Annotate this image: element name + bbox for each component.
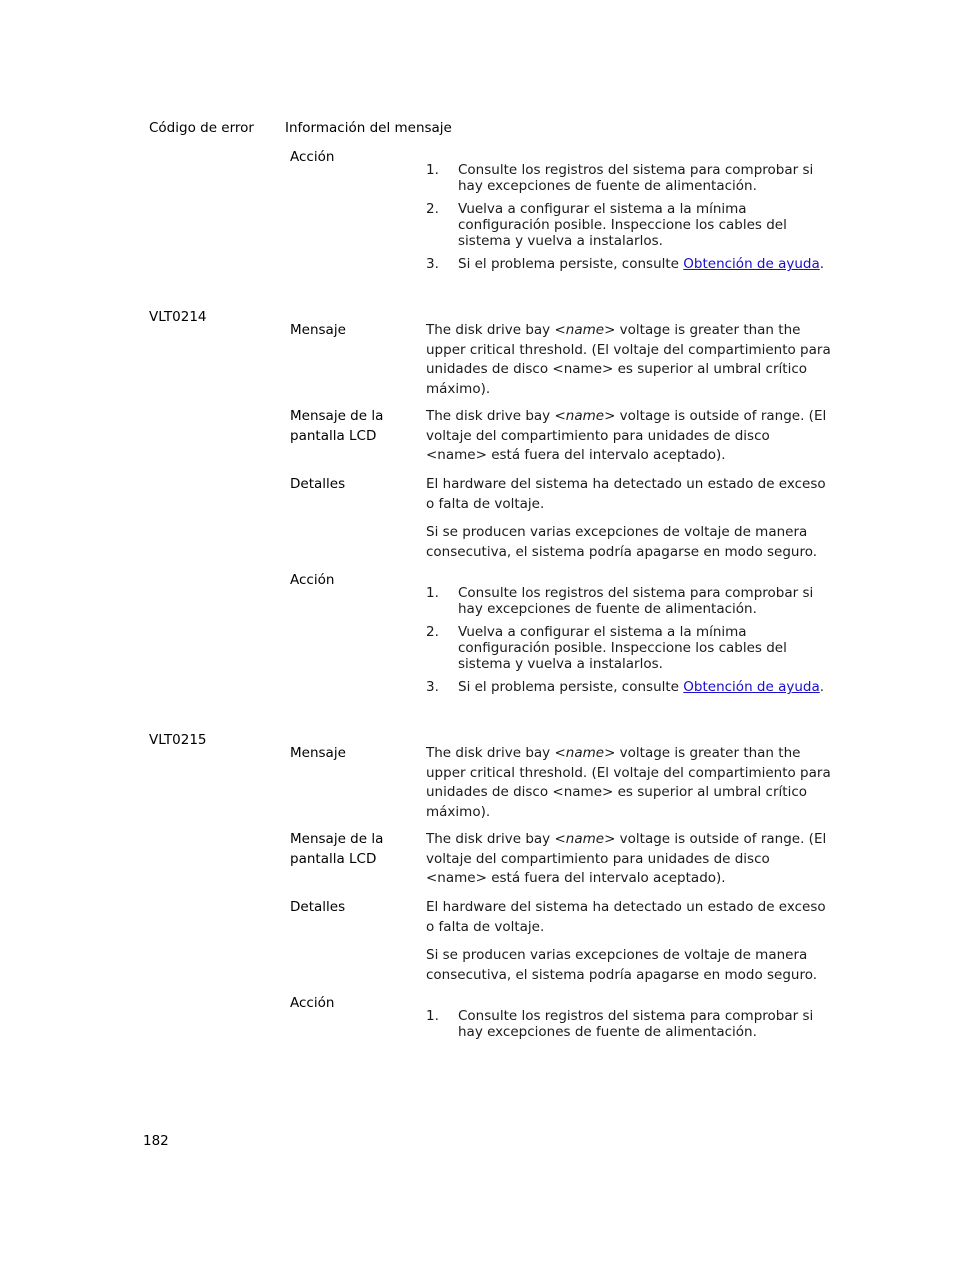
list-item: 1. Consulte los registros del sistema para comprobar si hay excepciones de fuente de alimentación. <box>426 585 814 617</box>
message-text: The disk drive bay <name> voltage is greater than the upper critical threshold. (El voltaje del compartimiento para unidades de disco <name> es superior al umbral crítico máximo). <box>426 745 831 820</box>
details-text-2: Si se producen varias excepciones de voltaje de manera consecutiva, el sistema podría apagarse en modo seguro. <box>426 524 818 560</box>
page-number: 182 <box>143 1133 169 1149</box>
message-label: Mensaje <box>290 745 346 761</box>
details-label: Detalles <box>290 899 346 915</box>
lcd-message-text: The disk drive bay <name> voltage is outside of range. (El voltaje del compartimiento para unidades de disco <name> está fuera del intervalo aceptado). <box>426 831 827 886</box>
details-text-2: Si se producen varias excepciones de voltaje de manera consecutiva, el sistema podría apagarse en modo seguro. <box>426 947 818 983</box>
list-item: 2. Vuelva a configurar el sistema a la mínima configuración posible. Inspeccione los cables del sistema y vuelva a instalarlos. <box>426 201 787 249</box>
message-text: The disk drive bay <name> voltage is greater than the upper critical threshold. (El voltaje del compartimiento para unidades de disco <name> es superior al umbral crítico máximo). <box>426 322 831 397</box>
action-label: Acción <box>290 572 335 588</box>
help-link[interactable]: Obtención de ayuda <box>683 679 820 695</box>
list-item: 3. Si el problema persiste, consulte Obtención de ayuda. <box>426 679 825 695</box>
action-list <box>426 1008 832 1047</box>
list-item: 1. Consulte los registros del sistema para comprobar si hay excepciones de fuente de alimentación. <box>426 162 814 194</box>
error-code: VLT0215 <box>149 732 207 748</box>
list-item: 2. Vuelva a configurar el sistema a la mínima configuración posible. Inspeccione los cables del sistema y vuelva a instalarlos. <box>426 624 787 672</box>
error-code: VLT0214 <box>149 309 207 325</box>
action-list <box>426 162 832 279</box>
action-list <box>426 585 832 702</box>
lcd-message-text: The disk drive bay <name> voltage is outside of range. (El voltaje del compartimiento para unidades de disco <name> está fuera del intervalo aceptado). <box>426 408 827 463</box>
column-header-message-info: Información del mensaje <box>285 120 452 136</box>
column-header-error-code: Código de error <box>149 120 254 136</box>
lcd-message-label: Mensaje de la pantalla LCD <box>290 408 384 444</box>
message-label: Mensaje <box>290 322 346 338</box>
help-link[interactable]: Obtención de ayuda <box>683 256 820 272</box>
lcd-message-label: Mensaje de la pantalla LCD <box>290 831 384 867</box>
details-text: El hardware del sistema ha detectado un estado de exceso o falta de voltaje. <box>426 476 826 512</box>
list-item: 3. Si el problema persiste, consulte Obtención de ayuda. <box>426 256 825 272</box>
action-label: Acción <box>290 149 335 165</box>
action-label: Acción <box>290 995 335 1011</box>
details-text: El hardware del sistema ha detectado un estado de exceso o falta de voltaje. <box>426 899 826 935</box>
list-item: 1. Consulte los registros del sistema para comprobar si hay excepciones de fuente de alimentación. <box>426 1008 814 1040</box>
details-label: Detalles <box>290 476 346 492</box>
